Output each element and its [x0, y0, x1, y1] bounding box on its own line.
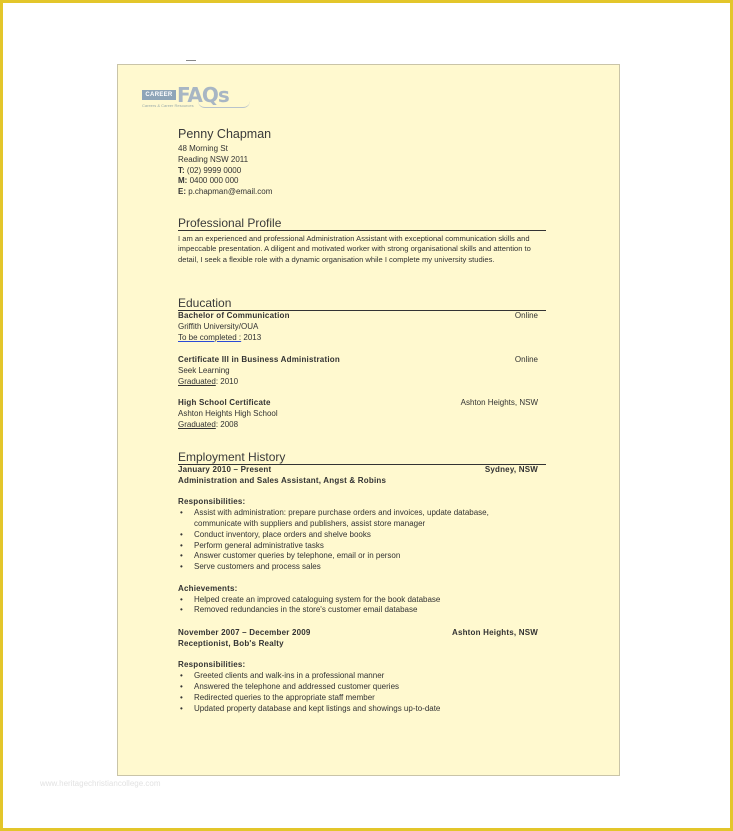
job-location: Ashton Heights, NSW [451, 628, 538, 637]
mobile-value: 0400 000 000 [189, 176, 239, 186]
job-entry [178, 465, 546, 616]
list-item: • Helped create an improved cataloguing system for the book database [178, 595, 546, 606]
job-role: Receptionist, Bob's Realty [178, 638, 284, 648]
contact-details [178, 144, 272, 198]
job-header-row [178, 628, 546, 639]
job-role: Administration and Sales Assistant, Angst & Robins [178, 475, 387, 485]
phone-value: (02) 9999 0000 [186, 165, 242, 175]
employment-heading: Employment History [178, 450, 546, 465]
education-row [178, 311, 546, 322]
list-item: • Redirected queries to the appropriate staff member [178, 693, 546, 704]
careerfaqs-logo [142, 83, 234, 111]
list-item: • Answer customer queries by telephone, email or in person [178, 551, 546, 562]
phone-label: T: [178, 165, 185, 175]
logo-tagline: Careers & Career Resources [142, 103, 194, 108]
list-item: • Updated property database and kept listings and showings up-to-date [178, 704, 546, 715]
email-value[interactable]: p.chapman@email.com [188, 187, 273, 197]
job-entry [178, 628, 546, 714]
education-location: Ashton Heights, NSW [460, 398, 538, 407]
education-school: Ashton Heights High School [178, 408, 278, 418]
education-location: Online [514, 311, 538, 320]
responsibilities-label: Responsibilities: [178, 660, 246, 670]
responsibilities-list [178, 508, 546, 573]
job-header-row [178, 465, 546, 476]
responsibilities-list [178, 671, 546, 714]
education-status [178, 333, 546, 344]
spacer [178, 573, 546, 584]
education-degree: High School Certificate [178, 398, 271, 407]
education-school: Griffith University/OUA [178, 321, 259, 331]
divider [186, 60, 196, 61]
education-item [178, 398, 546, 430]
watermark: www.heritagechristiancollege.com [40, 779, 161, 788]
mobile-label: M: [178, 176, 188, 186]
address-line-2: Reading NSW 2011 [178, 154, 249, 164]
resume-page [117, 64, 620, 776]
job-location: Sydney, NSW [484, 465, 538, 474]
list-item: • Serve customers and process sales [178, 562, 546, 573]
education-status: Graduated: 2008 [178, 419, 239, 429]
profile-text: I am an experienced and professional Administration Assistant with exceptional communication skills and impeccable presentation. A diligent and motivated worker with strong organisational skills and attention to detail, I seek a flexible role with a dynamic organisation while I complete my university studies. [178, 234, 531, 264]
candidate-name: Penny Chapman [178, 127, 272, 141]
education-item [178, 355, 546, 387]
profile-heading: Professional Profile [178, 216, 546, 231]
list-item: • Removed redundancies in the store's customer email database [178, 605, 546, 616]
list-item: • Assist with administration: prepare purchase orders and invoices, update database, [178, 508, 546, 519]
list-item: communicate with suppliers and publishers, assist store manager [194, 518, 426, 528]
job-dates: November 2007 – December 2009 [178, 628, 311, 637]
logo-swoosh [198, 101, 250, 108]
education-item [178, 311, 546, 343]
email-line [178, 187, 272, 198]
education-heading: Education [178, 296, 546, 311]
address-line-1: 48 Morning St [178, 144, 228, 153]
spacer [178, 650, 546, 661]
job-dates: January 2010 – Present [178, 465, 272, 474]
status-label: Graduated [178, 419, 216, 429]
email-label: E: [178, 187, 186, 197]
education-row [178, 355, 546, 366]
status-year: 2013 [243, 332, 262, 342]
education-location: Online [514, 355, 538, 364]
achievements-list [178, 595, 546, 617]
phone-line [178, 166, 272, 177]
list-item: • Conduct inventory, place orders and shelve books [178, 530, 546, 541]
education-row [178, 398, 546, 409]
status-year: 2010 [220, 376, 239, 386]
list-item: • Answered the telephone and addressed customer queries [178, 682, 546, 693]
education-degree: Bachelor of Communication [178, 311, 290, 320]
education-school: Seek Learning [178, 365, 230, 375]
status-label: To be completed : [178, 332, 242, 342]
logo-career-text: CAREER [142, 90, 176, 100]
achievements-label: Achievements: [178, 583, 238, 593]
list-item: • Perform general administrative tasks [178, 541, 546, 552]
education-status: Graduated: 2010 [178, 376, 239, 386]
logo-faqs-text: FAQs [177, 83, 229, 107]
mobile-line [178, 176, 272, 187]
spacer [178, 487, 546, 498]
list-item: • Greeted clients and walk-ins in a professional manner [178, 671, 546, 682]
status-label: Graduated [178, 376, 216, 386]
responsibilities-label: Responsibilities: [178, 497, 246, 507]
status-year: 2008 [220, 419, 239, 429]
education-degree: Certificate III in Business Administration [178, 355, 340, 364]
